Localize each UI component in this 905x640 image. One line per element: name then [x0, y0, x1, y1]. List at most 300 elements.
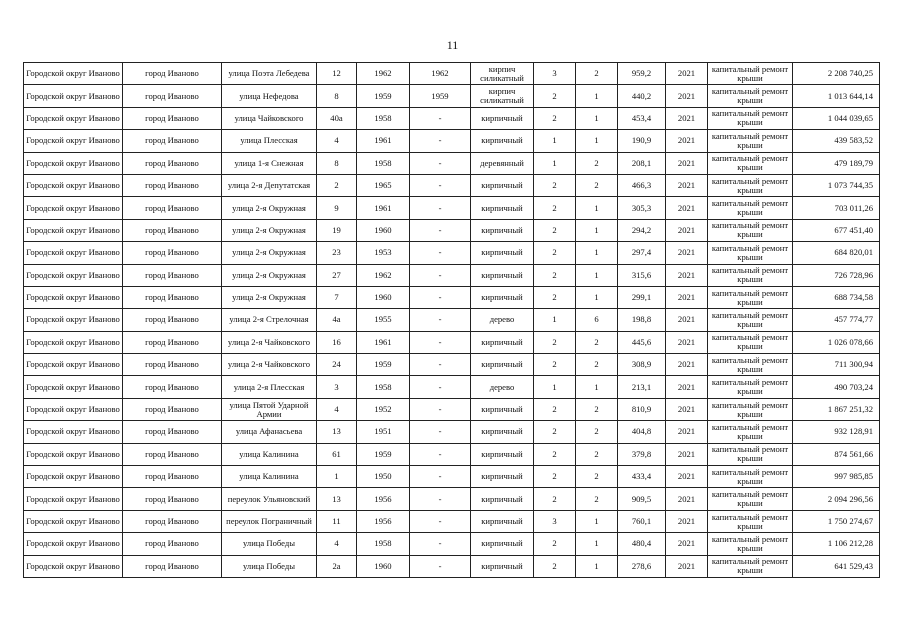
cell-district: Городской округ Иваново [24, 443, 123, 465]
table-row [24, 152, 880, 174]
cell-cost: 932 128,91 [793, 421, 880, 443]
cell-wall-material: деревянный [471, 152, 534, 174]
cell-year-built: 1960 [357, 555, 410, 577]
table-row [24, 555, 880, 577]
cell-plan-year: 2021 [666, 376, 708, 398]
cell-cost: 1 013 644,14 [793, 85, 880, 107]
cell-overhaul-year: - [410, 130, 471, 152]
cell-entrances: 2 [576, 63, 618, 85]
cell-floors: 2 [534, 85, 576, 107]
cell-work-type: капитальный ремонт крыши [708, 443, 793, 465]
cell-overhaul-year: 1962 [410, 63, 471, 85]
cell-floors: 2 [534, 443, 576, 465]
cell-area: 466,3 [618, 174, 666, 196]
cell-floors: 2 [534, 174, 576, 196]
cell-floors: 1 [534, 152, 576, 174]
cell-district: Городской округ Иваново [24, 130, 123, 152]
cell-street: улица 1-я Снежная [222, 152, 317, 174]
cell-plan-year: 2021 [666, 197, 708, 219]
cell-plan-year: 2021 [666, 555, 708, 577]
cell-area: 308,9 [618, 354, 666, 376]
cell-wall-material: кирпичный [471, 555, 534, 577]
cell-cost: 1 073 744,35 [793, 174, 880, 196]
cell-house-number: 16 [317, 331, 357, 353]
cell-work-type: капитальный ремонт крыши [708, 264, 793, 286]
cell-floors: 2 [534, 398, 576, 420]
cell-plan-year: 2021 [666, 63, 708, 85]
cell-area: 379,8 [618, 443, 666, 465]
cell-overhaul-year: - [410, 466, 471, 488]
cell-cost: 641 529,43 [793, 555, 880, 577]
cell-wall-material: кирпичный [471, 264, 534, 286]
cell-entrances: 1 [576, 107, 618, 129]
cell-plan-year: 2021 [666, 510, 708, 532]
cell-cost: 874 561,66 [793, 443, 880, 465]
cell-city: город Иваново [123, 354, 222, 376]
cell-house-number: 23 [317, 242, 357, 264]
table-row [24, 309, 880, 331]
cell-entrances: 6 [576, 309, 618, 331]
cell-plan-year: 2021 [666, 85, 708, 107]
cell-house-number: 3 [317, 376, 357, 398]
cell-street: улица Пятой Ударной Армии [222, 398, 317, 420]
cell-city: город Иваново [123, 286, 222, 308]
cell-work-type: капитальный ремонт крыши [708, 242, 793, 264]
cell-year-built: 1958 [357, 533, 410, 555]
cell-area: 198,8 [618, 309, 666, 331]
cell-district: Городской округ Иваново [24, 421, 123, 443]
cell-year-built: 1958 [357, 107, 410, 129]
cell-area: 453,4 [618, 107, 666, 129]
cell-wall-material: кирпичный [471, 466, 534, 488]
cell-city: город Иваново [123, 443, 222, 465]
cell-wall-material: кирпичный [471, 488, 534, 510]
cell-area: 190,9 [618, 130, 666, 152]
cell-overhaul-year: - [410, 107, 471, 129]
cell-wall-material: кирпичный [471, 331, 534, 353]
cell-area: 305,3 [618, 197, 666, 219]
cell-house-number: 27 [317, 264, 357, 286]
cell-year-built: 1961 [357, 197, 410, 219]
cell-wall-material: дерево [471, 376, 534, 398]
cell-district: Городской округ Иваново [24, 376, 123, 398]
table-row [24, 421, 880, 443]
cell-floors: 2 [534, 466, 576, 488]
cell-house-number: 19 [317, 219, 357, 241]
cell-area: 315,6 [618, 264, 666, 286]
cell-floors: 2 [534, 286, 576, 308]
cell-street: улица 2-я Окружная [222, 242, 317, 264]
cell-street: улица 2-я Чайковского [222, 354, 317, 376]
cell-house-number: 7 [317, 286, 357, 308]
cell-floors: 2 [534, 197, 576, 219]
cell-work-type: капитальный ремонт крыши [708, 309, 793, 331]
cell-plan-year: 2021 [666, 466, 708, 488]
cell-area: 208,1 [618, 152, 666, 174]
cell-plan-year: 2021 [666, 309, 708, 331]
cell-cost: 684 820,01 [793, 242, 880, 264]
cell-work-type: капитальный ремонт крыши [708, 398, 793, 420]
cell-city: город Иваново [123, 219, 222, 241]
cell-year-built: 1956 [357, 510, 410, 532]
cell-district: Городской округ Иваново [24, 107, 123, 129]
cell-street: улица 2-я Окружная [222, 264, 317, 286]
cell-work-type: капитальный ремонт крыши [708, 354, 793, 376]
cell-district: Городской округ Иваново [24, 331, 123, 353]
cell-house-number: 4 [317, 398, 357, 420]
cell-floors: 2 [534, 488, 576, 510]
cell-work-type: капитальный ремонт крыши [708, 63, 793, 85]
cell-cost: 1 750 274,67 [793, 510, 880, 532]
page-number: 11 [446, 38, 459, 52]
cell-cost: 1 867 251,32 [793, 398, 880, 420]
cell-house-number: 61 [317, 443, 357, 465]
cell-floors: 1 [534, 130, 576, 152]
cell-cost: 1 044 039,65 [793, 107, 880, 129]
table-row [24, 510, 880, 532]
cell-district: Городской округ Иваново [24, 219, 123, 241]
cell-year-built: 1962 [357, 264, 410, 286]
cell-district: Городской округ Иваново [24, 466, 123, 488]
cell-area: 294,2 [618, 219, 666, 241]
cell-year-built: 1961 [357, 331, 410, 353]
table-row [24, 443, 880, 465]
cell-district: Городской округ Иваново [24, 510, 123, 532]
cell-street: переулок Ульяновский [222, 488, 317, 510]
cell-plan-year: 2021 [666, 533, 708, 555]
cell-entrances: 2 [576, 443, 618, 465]
cell-area: 909,5 [618, 488, 666, 510]
table-body [24, 63, 880, 578]
cell-work-type: капитальный ремонт крыши [708, 533, 793, 555]
cell-floors: 2 [534, 219, 576, 241]
cell-entrances: 1 [576, 533, 618, 555]
cell-entrances: 1 [576, 130, 618, 152]
cell-city: город Иваново [123, 309, 222, 331]
table-row [24, 376, 880, 398]
cell-house-number: 9 [317, 197, 357, 219]
table-row [24, 63, 880, 85]
cell-city: город Иваново [123, 152, 222, 174]
table-row [24, 107, 880, 129]
cell-house-number: 4 [317, 533, 357, 555]
cell-plan-year: 2021 [666, 264, 708, 286]
table-row [24, 264, 880, 286]
cell-wall-material: кирпичный [471, 174, 534, 196]
cell-floors: 3 [534, 510, 576, 532]
cell-year-built: 1959 [357, 443, 410, 465]
cell-overhaul-year: - [410, 309, 471, 331]
cell-entrances: 1 [576, 510, 618, 532]
table-row [24, 130, 880, 152]
cell-area: 297,4 [618, 242, 666, 264]
cell-year-built: 1959 [357, 354, 410, 376]
cell-area: 959,2 [618, 63, 666, 85]
cell-overhaul-year: - [410, 488, 471, 510]
housing-repair-table [23, 62, 880, 578]
cell-floors: 1 [534, 376, 576, 398]
cell-house-number: 11 [317, 510, 357, 532]
cell-house-number: 2а [317, 555, 357, 577]
cell-wall-material: кирпичный [471, 130, 534, 152]
cell-district: Городской округ Иваново [24, 85, 123, 107]
cell-house-number: 13 [317, 421, 357, 443]
cell-cost: 688 734,58 [793, 286, 880, 308]
cell-plan-year: 2021 [666, 152, 708, 174]
cell-year-built: 1962 [357, 63, 410, 85]
cell-city: город Иваново [123, 510, 222, 532]
cell-wall-material: кирпичный [471, 286, 534, 308]
cell-entrances: 1 [576, 85, 618, 107]
cell-street: улица 2-я Окружная [222, 197, 317, 219]
cell-wall-material: кирпич силикатный [471, 85, 534, 107]
cell-floors: 2 [534, 354, 576, 376]
cell-overhaul-year: - [410, 152, 471, 174]
cell-cost: 457 774,77 [793, 309, 880, 331]
cell-house-number: 13 [317, 488, 357, 510]
cell-district: Городской округ Иваново [24, 152, 123, 174]
cell-district: Городской округ Иваново [24, 309, 123, 331]
cell-floors: 2 [534, 533, 576, 555]
cell-district: Городской округ Иваново [24, 286, 123, 308]
cell-wall-material: кирпич силикатный [471, 63, 534, 85]
cell-city: город Иваново [123, 421, 222, 443]
cell-city: город Иваново [123, 197, 222, 219]
cell-city: город Иваново [123, 488, 222, 510]
cell-plan-year: 2021 [666, 130, 708, 152]
cell-floors: 2 [534, 555, 576, 577]
cell-wall-material: кирпичный [471, 354, 534, 376]
cell-cost: 479 189,79 [793, 152, 880, 174]
cell-district: Городской округ Иваново [24, 488, 123, 510]
cell-wall-material: дерево [471, 309, 534, 331]
cell-plan-year: 2021 [666, 286, 708, 308]
cell-district: Городской округ Иваново [24, 533, 123, 555]
cell-entrances: 2 [576, 354, 618, 376]
cell-house-number: 12 [317, 63, 357, 85]
cell-street: улица 2-я Чайковского [222, 331, 317, 353]
cell-plan-year: 2021 [666, 107, 708, 129]
cell-cost: 703 011,26 [793, 197, 880, 219]
table-row [24, 533, 880, 555]
cell-wall-material: кирпичный [471, 421, 534, 443]
cell-house-number: 2 [317, 174, 357, 196]
cell-year-built: 1950 [357, 466, 410, 488]
cell-area: 810,9 [618, 398, 666, 420]
cell-work-type: капитальный ремонт крыши [708, 376, 793, 398]
cell-street: улица Победы [222, 533, 317, 555]
cell-street: улица Чайковского [222, 107, 317, 129]
cell-entrances: 2 [576, 421, 618, 443]
cell-work-type: капитальный ремонт крыши [708, 421, 793, 443]
cell-entrances: 1 [576, 264, 618, 286]
cell-street: улица 2-я Депутатская [222, 174, 317, 196]
cell-plan-year: 2021 [666, 398, 708, 420]
cell-street: улица 2-я Плесская [222, 376, 317, 398]
cell-year-built: 1958 [357, 376, 410, 398]
cell-area: 440,2 [618, 85, 666, 107]
cell-district: Городской округ Иваново [24, 174, 123, 196]
cell-cost: 439 583,52 [793, 130, 880, 152]
cell-cost: 997 985,85 [793, 466, 880, 488]
table-row [24, 219, 880, 241]
cell-entrances: 1 [576, 286, 618, 308]
table-row [24, 174, 880, 196]
cell-plan-year: 2021 [666, 443, 708, 465]
cell-overhaul-year: - [410, 510, 471, 532]
cell-entrances: 2 [576, 174, 618, 196]
cell-city: город Иваново [123, 85, 222, 107]
cell-city: город Иваново [123, 63, 222, 85]
cell-work-type: капитальный ремонт крыши [708, 331, 793, 353]
cell-work-type: капитальный ремонт крыши [708, 152, 793, 174]
cell-entrances: 2 [576, 152, 618, 174]
cell-wall-material: кирпичный [471, 219, 534, 241]
cell-street: улица Плесская [222, 130, 317, 152]
cell-year-built: 1951 [357, 421, 410, 443]
cell-plan-year: 2021 [666, 174, 708, 196]
cell-overhaul-year: - [410, 197, 471, 219]
cell-plan-year: 2021 [666, 242, 708, 264]
cell-cost: 2 208 740,25 [793, 63, 880, 85]
cell-district: Городской округ Иваново [24, 197, 123, 219]
cell-floors: 3 [534, 63, 576, 85]
cell-street: улица Поэта Лебедева [222, 63, 317, 85]
cell-city: город Иваново [123, 107, 222, 129]
cell-year-built: 1960 [357, 286, 410, 308]
cell-house-number: 24 [317, 354, 357, 376]
cell-work-type: капитальный ремонт крыши [708, 130, 793, 152]
cell-house-number: 8 [317, 152, 357, 174]
cell-year-built: 1953 [357, 242, 410, 264]
cell-area: 278,6 [618, 555, 666, 577]
cell-year-built: 1958 [357, 152, 410, 174]
cell-area: 760,1 [618, 510, 666, 532]
cell-area: 404,8 [618, 421, 666, 443]
cell-overhaul-year: - [410, 421, 471, 443]
cell-city: город Иваново [123, 376, 222, 398]
table-row [24, 354, 880, 376]
cell-work-type: капитальный ремонт крыши [708, 197, 793, 219]
table-row [24, 85, 880, 107]
cell-work-type: капитальный ремонт крыши [708, 510, 793, 532]
table-row [24, 242, 880, 264]
table-row [24, 488, 880, 510]
cell-city: город Иваново [123, 264, 222, 286]
cell-house-number: 1 [317, 466, 357, 488]
cell-overhaul-year: - [410, 354, 471, 376]
cell-plan-year: 2021 [666, 219, 708, 241]
cell-floors: 2 [534, 242, 576, 264]
cell-overhaul-year: - [410, 533, 471, 555]
cell-year-built: 1955 [357, 309, 410, 331]
cell-year-built: 1952 [357, 398, 410, 420]
cell-entrances: 1 [576, 376, 618, 398]
cell-work-type: капитальный ремонт крыши [708, 85, 793, 107]
cell-area: 299,1 [618, 286, 666, 308]
cell-district: Городской округ Иваново [24, 63, 123, 85]
cell-work-type: капитальный ремонт крыши [708, 107, 793, 129]
cell-entrances: 2 [576, 331, 618, 353]
cell-floors: 2 [534, 264, 576, 286]
cell-cost: 711 300,94 [793, 354, 880, 376]
cell-street: улица Нефедова [222, 85, 317, 107]
cell-cost: 1 106 212,28 [793, 533, 880, 555]
cell-overhaul-year: - [410, 443, 471, 465]
cell-city: город Иваново [123, 174, 222, 196]
cell-wall-material: кирпичный [471, 533, 534, 555]
cell-district: Городской округ Иваново [24, 242, 123, 264]
cell-street: улица 2-я Окружная [222, 286, 317, 308]
table-row [24, 466, 880, 488]
cell-street: улица Калинина [222, 443, 317, 465]
cell-year-built: 1961 [357, 130, 410, 152]
cell-street: улица Калинина [222, 466, 317, 488]
cell-entrances: 2 [576, 466, 618, 488]
cell-house-number: 40а [317, 107, 357, 129]
cell-city: город Иваново [123, 555, 222, 577]
cell-area: 213,1 [618, 376, 666, 398]
cell-wall-material: кирпичный [471, 197, 534, 219]
cell-overhaul-year: - [410, 331, 471, 353]
cell-overhaul-year: - [410, 398, 471, 420]
cell-work-type: капитальный ремонт крыши [708, 286, 793, 308]
cell-plan-year: 2021 [666, 421, 708, 443]
cell-overhaul-year: 1959 [410, 85, 471, 107]
table-row [24, 286, 880, 308]
cell-entrances: 1 [576, 555, 618, 577]
cell-cost: 2 094 296,56 [793, 488, 880, 510]
cell-wall-material: кирпичный [471, 510, 534, 532]
cell-house-number: 4а [317, 309, 357, 331]
cell-overhaul-year: - [410, 174, 471, 196]
cell-year-built: 1956 [357, 488, 410, 510]
cell-plan-year: 2021 [666, 331, 708, 353]
cell-city: город Иваново [123, 130, 222, 152]
cell-street: улица Победы [222, 555, 317, 577]
cell-wall-material: кирпичный [471, 398, 534, 420]
table-row [24, 197, 880, 219]
table-row [24, 398, 880, 420]
cell-district: Городской округ Иваново [24, 398, 123, 420]
cell-entrances: 1 [576, 197, 618, 219]
table-row [24, 331, 880, 353]
cell-wall-material: кирпичный [471, 443, 534, 465]
cell-work-type: капитальный ремонт крыши [708, 174, 793, 196]
cell-city: город Иваново [123, 533, 222, 555]
cell-year-built: 1960 [357, 219, 410, 241]
cell-city: город Иваново [123, 242, 222, 264]
cell-city: город Иваново [123, 466, 222, 488]
cell-house-number: 4 [317, 130, 357, 152]
cell-house-number: 8 [317, 85, 357, 107]
cell-area: 480,4 [618, 533, 666, 555]
cell-floors: 2 [534, 107, 576, 129]
cell-year-built: 1965 [357, 174, 410, 196]
cell-entrances: 1 [576, 242, 618, 264]
cell-plan-year: 2021 [666, 354, 708, 376]
cell-plan-year: 2021 [666, 488, 708, 510]
cell-district: Городской округ Иваново [24, 264, 123, 286]
cell-cost: 490 703,24 [793, 376, 880, 398]
cell-district: Городской округ Иваново [24, 555, 123, 577]
cell-area: 433,4 [618, 466, 666, 488]
cell-street: улица 2-я Окружная [222, 219, 317, 241]
cell-street: улица Афанасьева [222, 421, 317, 443]
cell-entrances: 1 [576, 219, 618, 241]
cell-wall-material: кирпичный [471, 107, 534, 129]
cell-work-type: капитальный ремонт крыши [708, 488, 793, 510]
